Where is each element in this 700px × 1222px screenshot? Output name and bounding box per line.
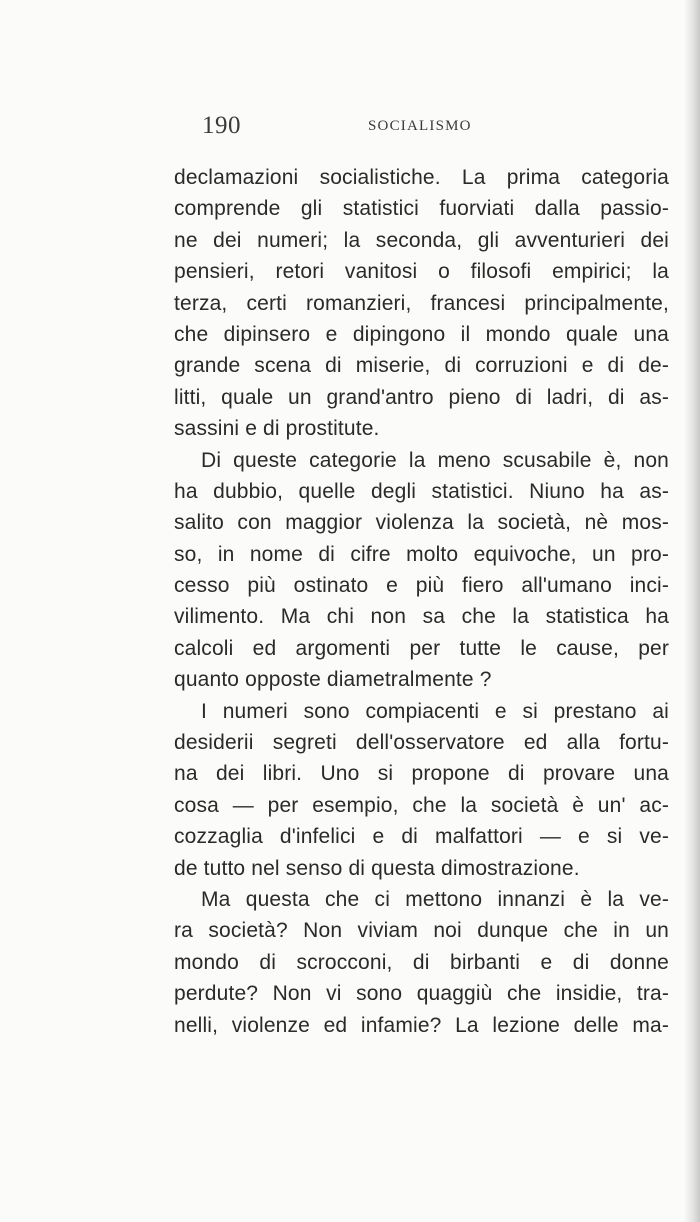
- text-line: pensieri, retori vanitosi o filosofi empirici; la: [174, 260, 669, 284]
- text-line: ha dubbio, quelle degli statistici. Niuno ha as-: [174, 479, 669, 503]
- text-line: perdute? Non vi sono quaggiù che insidie, tra-: [174, 982, 669, 1006]
- text-line: I numeri sono compiacenti e si prestano ai: [201, 699, 669, 723]
- text-line: terza, certi romanzieri, francesi principalmente,: [174, 291, 669, 315]
- text-line: comprende gli statistici fuorviati dalla passio-: [174, 197, 669, 221]
- text-line: che dipinsero e dipingono il mondo quale una: [174, 322, 669, 346]
- text-line: desiderii segreti dell'osservatore ed alla fortu-: [174, 731, 669, 755]
- text-line: cosa — per esempio, che la società è un' ac-: [174, 793, 669, 817]
- text-line: cesso più ostinato e più fiero all'umano inci-: [174, 574, 669, 598]
- text-line: na dei libri. Uno si propone di provare una: [174, 762, 669, 786]
- text-line: so, in nome di cifre molto equivoche, un pro-: [174, 542, 669, 566]
- running-head: [0, 112, 700, 142]
- text-line: declamazioni socialistiche. La prima categoria: [174, 166, 669, 189]
- text-line: quanto opposte diametralmente ?: [174, 668, 492, 692]
- text-line: litti, quale un grand'antro pieno di ladri, di as-: [174, 385, 669, 409]
- text-line: ra società? Non viviam noi dunque che in un: [174, 919, 669, 943]
- text-line: mondo di scrocconi, di birbanti e di donne: [174, 950, 669, 974]
- text-line: cozzaglia d'infelici e di malfattori — e si ve-: [174, 825, 669, 849]
- text-line: vilimento. Ma chi non sa che la statistica ha: [174, 605, 669, 629]
- body-text: [174, 162, 669, 1041]
- text-line: sassini e di prostitute.: [174, 417, 380, 441]
- text-line: de tutto nel senso di questa dimostrazione.: [174, 856, 580, 880]
- page-edge-shadow: [684, 0, 700, 1222]
- text-line: Ma questa che ci mettono innanzi è la ve-: [201, 887, 669, 911]
- text-line: Di queste categorie la meno scusabile è, non: [201, 448, 669, 472]
- text-line: nelli, violenze ed infamie? La lezione delle ma-: [174, 1013, 669, 1037]
- page-number: 190: [202, 112, 241, 139]
- text-line: grande scena di miserie, di corruzioni e di de-: [174, 354, 669, 378]
- running-title: SOCIALISMO: [368, 118, 472, 134]
- text-line: salito con maggior violenza la società, nè mos-: [174, 511, 669, 535]
- text-line: ne dei numeri; la seconda, gli avventurieri dei: [174, 228, 669, 252]
- text-line: calcoli ed argomenti per tutte le cause, per: [174, 636, 669, 660]
